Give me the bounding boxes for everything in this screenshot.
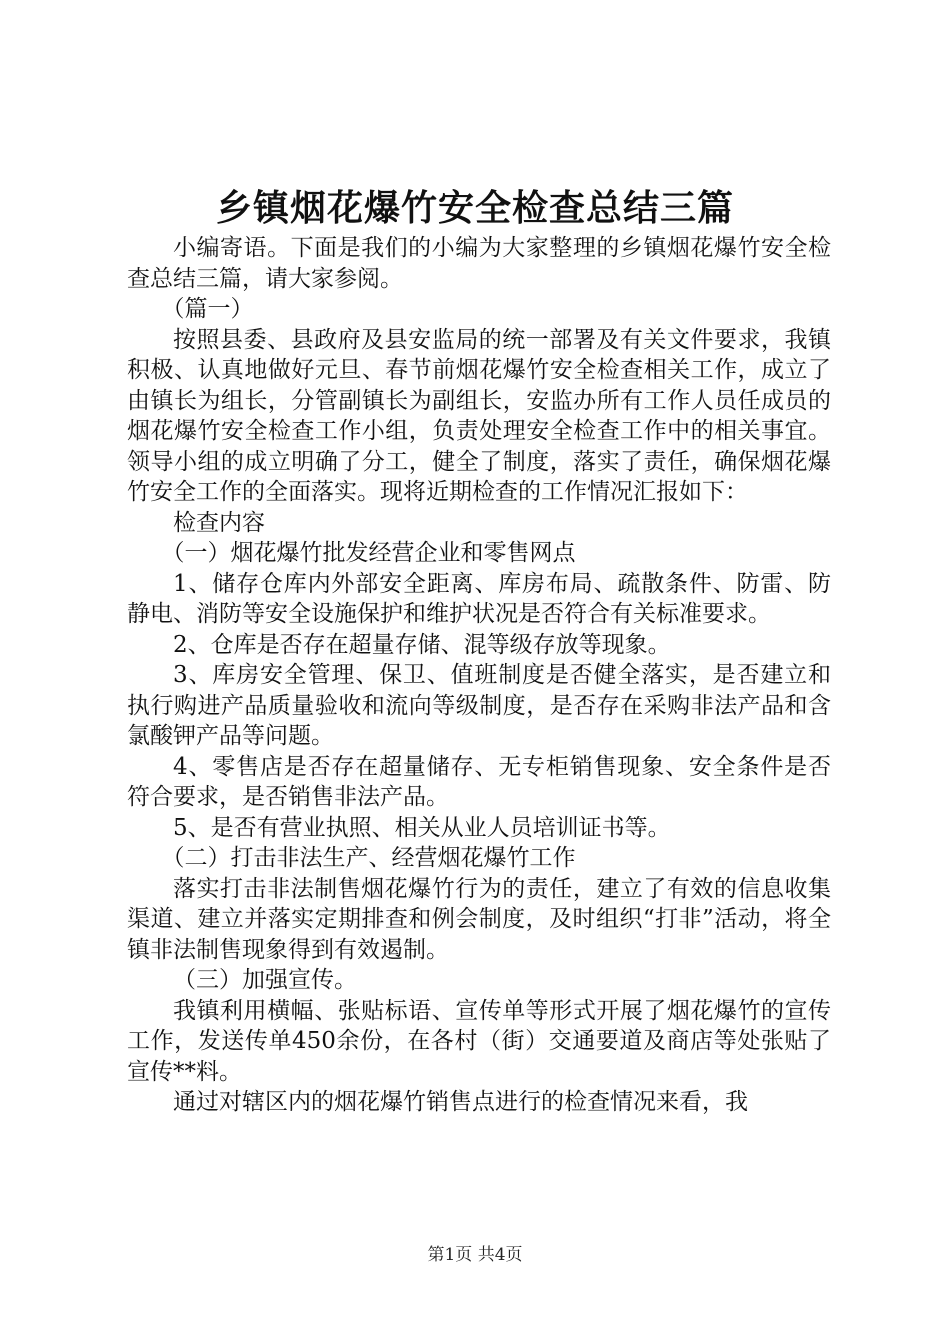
paragraph: 落实打击非法制售烟花爆竹行为的责任，建立了有效的信息收集渠道、建立并落实定期排查和例会制度，及时组织“打非”活动，将全镇非法制售现象得到有效遏制。 [127,875,831,963]
list-item: 4、零售店是否存在超量储存、无专柜销售现象、安全条件是否符合要求，是否销售非法产品。 [127,753,831,810]
paragraph: 通过对辖区内的烟花爆竹销售点进行的检查情况来看，我 [173,1089,748,1115]
list-item: 1、储存仓库内外部安全距离、库房布局、疏散条件、防雷、防静电、消防等安全设施保护和维护状况是否符合有关标准要求。 [127,570,831,627]
page-footer: 第1页 共4页 [427,1245,523,1265]
list-item: 2、仓库是否存在超量存储、混等级存放等现象。 [173,631,671,658]
list-item: 5、是否有营业执照、相关从业人员培训证书等。 [173,814,671,841]
document-title: 乡镇烟花爆竹安全检查总结三篇 [215,187,734,229]
paragraph: 我镇利用横幅、张贴标语、宣传单等形式开展了烟花爆竹的宣传工作，发送传单450余份，在各村（街）交通要道及商店等处张贴了宣传**料。 [127,997,831,1085]
document-body [127,233,831,1118]
section-heading: （三）加强宣传。 [173,967,357,993]
paragraph: 按照县委、县政府及县安监局的统一部署及有关文件要求，我镇积极、认真地做好元旦、春节前烟花爆竹安全检查相关工作，成立了由镇长为组长，分管副镇长为副组长，安监办所有工作人员任成员的烟花爆竹安全检查工作小组，负责处理安全检查工作中的相关事宜。领导小组的成立明确了分工，健全了制度，落实了责任，确保烟花爆竹安全工作的全面落实。现将近期检查的工作情况汇报如下： [127,326,831,505]
paragraph: 小编寄语。下面是我们的小编为大家整理的乡镇烟花爆竹安全检查总结三篇，请大家参阅。 [127,235,831,292]
section-heading: （二）打击非法生产、经营烟花爆竹工作 [161,845,576,871]
section-heading: （一）烟花爆竹批发经营企业和零售网点 [161,540,576,566]
list-item: 3、库房安全管理、保卫、值班制度是否健全落实，是否建立和执行购进产品质量验收和流向等级制度，是否存在采购非法产品和含氯酸钾产品等问题。 [127,662,831,749]
section-heading: （篇一） [161,296,254,322]
section-heading: 检查内容 [173,509,265,536]
